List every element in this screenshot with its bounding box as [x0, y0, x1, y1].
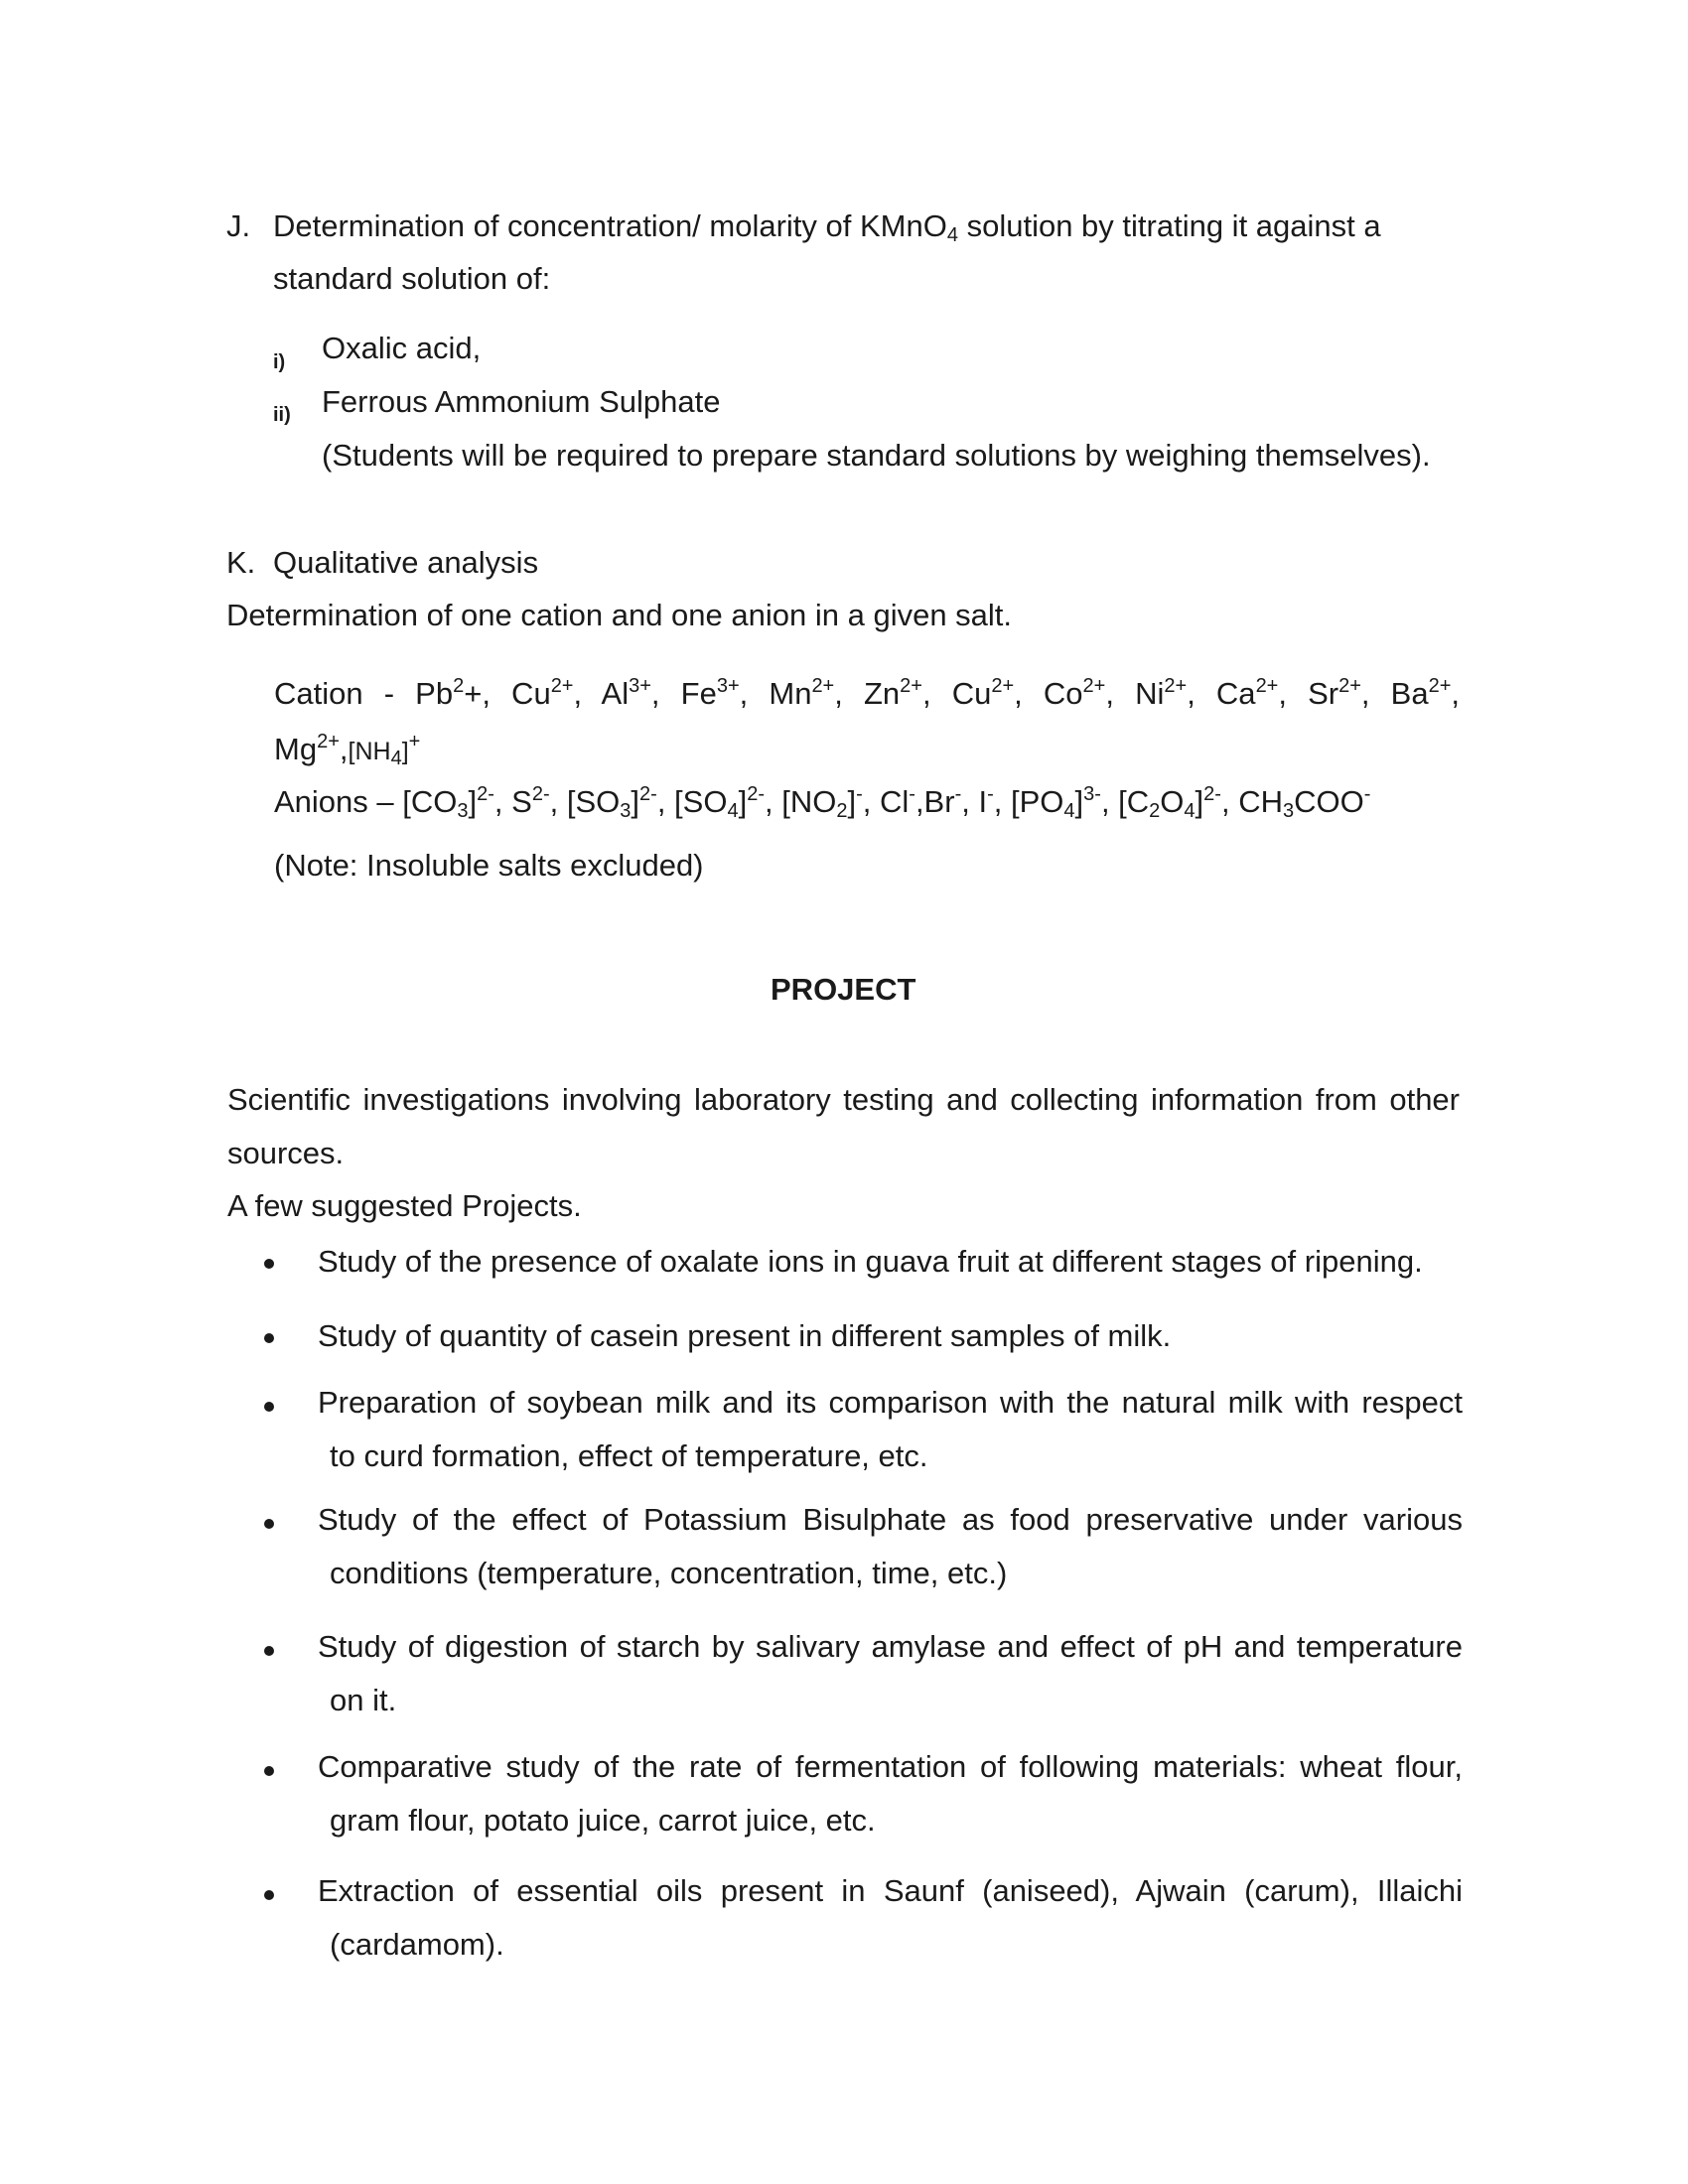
project-item-cont: conditions (temperature, concentration, time, etc.) [330, 1556, 1008, 1590]
project-item: Comparative study of the rate of fermentation of following materials: wheat flour, [318, 1749, 1463, 1784]
project-item: Study of the presence of oxalate ions in guava fruit at different stages of ripening. [318, 1244, 1423, 1279]
project-suggested: A few suggested Projects. [227, 1188, 582, 1223]
cation-list [274, 675, 1461, 711]
section-j-line1: Determination of concentration/ molarity of KMnO$_4$ solution by titrating it against a [273, 208, 1381, 246]
section-j-marker: J. [226, 208, 251, 243]
bullet-icon [264, 1890, 274, 1900]
item-text: Oxalic acid, [322, 331, 482, 365]
project-item: Study of the effect of Potassium Bisulphate as food preservative under various [318, 1502, 1463, 1537]
project-item: Preparation of soybean milk and its comparison with the natural milk with respect [318, 1385, 1463, 1420]
anion-list: Anions – $[CO_3]^{2-}$, $S^{2-}$, $[SO_3]^{2-}$, $[SO_4]^{2-}$, $[NO_2]^-$, Cl-,Br-, I-, $[PO_4]^{3-}$, $[C_2O_4]^{2-}$, $CH_3COO^-$ [274, 783, 1371, 822]
cation-line-2: $Mg^{2+},[NH_4]^+$ [274, 731, 421, 769]
bullet-icon [264, 1402, 274, 1412]
section-k-intro: Determination of one cation and one anion in a given salt. [226, 598, 1013, 632]
project-item-cont: on it. [330, 1683, 397, 1717]
bullet-icon [264, 1519, 274, 1529]
project-item: Study of digestion of starch by salivary amylase and effect of pH and temperature [318, 1629, 1463, 1664]
bullet-icon [264, 1259, 274, 1269]
section-k-title: Qualitative analysis [273, 545, 539, 580]
section-j-note: (Students will be required to prepare standard solutions by weighing themselves). [322, 438, 1431, 473]
item-number: i) [273, 351, 286, 373]
item-text: Ferrous Ammonium Sulphate [322, 384, 721, 419]
section-j-line2: standard solution of: [273, 261, 551, 296]
project-intro: Scientific investigations involving laboratory testing and collecting information from other [227, 1082, 1460, 1117]
project-item: Study of quantity of casein present in different samples of milk. [318, 1318, 1172, 1353]
project-item-cont: (cardamom). [330, 1927, 504, 1962]
project-heading: PROJECT [771, 972, 916, 1007]
project-item-cont: to curd formation, effect of temperature, etc. [330, 1438, 928, 1473]
project-intro-line2: sources. [227, 1136, 345, 1170]
bullet-icon [264, 1333, 274, 1343]
bullet-icon [264, 1766, 274, 1776]
project-item: Extraction of essential oils present in Saunf (aniseed), Ajwain (carum), Illaichi [318, 1873, 1463, 1908]
section-k-note: (Note: Insoluble salts excluded) [274, 848, 704, 883]
section-k-marker: K. [226, 545, 256, 580]
cation-line-1: Cation - $Pb^2+$, $Cu^{2+}$, $Al^{3+}$, $Fe^{3+}$, $Mn^{2+}$, $Zn^{2+}$, $Cu^{2+}$, $Co^{2+}$, $Ni^{2+}$, $Ca^{2+}$, $Sr^{2+}$, $Ba^{2+}$, [274, 675, 1461, 711]
project-item-cont: gram flour, potato juice, carrot juice, etc. [330, 1803, 876, 1838]
bullet-icon [264, 1646, 274, 1656]
item-number: ii) [273, 404, 291, 426]
